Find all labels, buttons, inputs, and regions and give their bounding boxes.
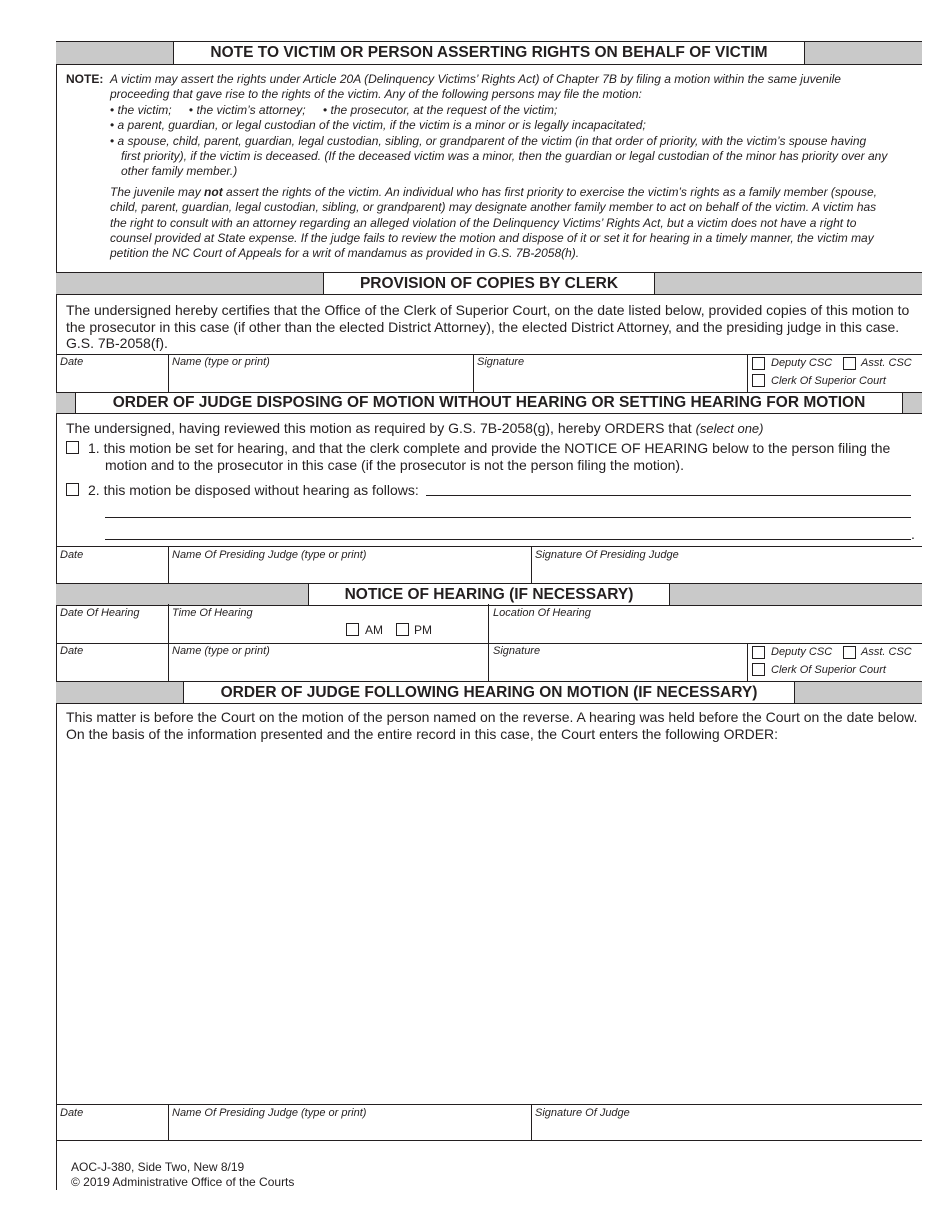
- copies-text-l3: G.S. 7B-2058(f).: [66, 335, 168, 351]
- divider: [168, 546, 169, 583]
- copyright: © 2019 Administrative Office of the Courts: [71, 1175, 295, 1189]
- deputy-csc-checkbox[interactable]: [752, 357, 765, 370]
- copies-date-label: Date: [60, 356, 84, 368]
- order-following-l1: This matter is before the Court on the motion of the person named on the reverse. A hearing was held before the Court on the date below.: [66, 709, 918, 725]
- bullet-spouse-l3: other family member.): [121, 164, 238, 179]
- divider: [56, 643, 922, 644]
- divider: [747, 643, 748, 682]
- order-following-text: [66, 709, 922, 742]
- select-one-label: (select one): [695, 421, 764, 436]
- am-checkbox[interactable]: [346, 623, 359, 636]
- bullet-row-3: • a spouse, child, parent, guardian, legal custodian, sibling, or grandparent of the victim (in that order of priority, with the victim’s spouse having: [110, 133, 867, 148]
- notice-deputy-csc-label: Deputy CSC: [771, 646, 833, 658]
- divider: [56, 1140, 922, 1141]
- order-intro-text: The undersigned, having reviewed this motion as required by G.S. 7B-2058(g), hereby ORDERS that: [66, 420, 692, 436]
- option1-line1: 1. this motion be set for hearing, and that the clerk complete and provide the NOTICE OF HEARING below to the person filing the: [88, 440, 891, 456]
- set-for-hearing-checkbox[interactable]: [66, 441, 79, 454]
- deputy-csc-label: Deputy CSC: [771, 357, 833, 369]
- notice-signature-field[interactable]: Signature: [493, 645, 541, 657]
- para-l1-post: assert the rights of the victim. An individual who has first priority to exercise the victim’s rights as a family member (spouse,: [222, 184, 877, 199]
- order-without-hearing-title: ORDER OF JUDGE DISPOSING OF MOTION WITHOUT HEARING OR SETTING HEARING FOR MOTION: [75, 392, 903, 414]
- ofh-judge-name-field[interactable]: Name Of Presiding Judge (type or print): [172, 1107, 367, 1119]
- notice-date-label: Date: [60, 645, 84, 657]
- bullet-spouse-l2: first priority), if the victim is deceased. (If the deceased victim was a minor, then the guardian or legal custodian of the minor has priority over any: [121, 149, 888, 164]
- para-l1-bold: not: [204, 184, 223, 199]
- bullet-prosecutor: the prosecutor, at the request of the victim;: [330, 102, 558, 117]
- divider: [168, 354, 169, 393]
- copies-text-l2: the prosecutor in this case (if other than the elected District Attorney), the elected District Attorney, and the presiding judge in this case.: [66, 318, 900, 335]
- notice-section-title: NOTICE OF HEARING (IF NECESSARY): [308, 583, 670, 606]
- divider: [56, 1104, 922, 1105]
- asst-csc-checkbox[interactable]: [843, 357, 856, 370]
- para-line-3: the right to consult with an attorney regarding an alleged violation of the Delinquency Victims’ Rights Act, but a victim does not have a right to: [110, 215, 857, 230]
- footer: [71, 1160, 294, 1190]
- order-following-l2: On the basis of the information presented and the entire record in this case, the Court enters the following ORDER:: [66, 725, 779, 742]
- owh-judge-name-field[interactable]: Name Of Presiding Judge (type or print): [172, 549, 367, 561]
- para-l1-pre: The juvenile may: [110, 184, 205, 199]
- order-following-hearing-title: ORDER OF JUDGE FOLLOWING HEARING ON MOTION (IF NECESSARY): [183, 681, 795, 704]
- copies-section-header: [56, 272, 922, 295]
- notice-asst-csc-label: Asst. CSC: [861, 646, 912, 658]
- para-line-4: counsel provided at State expense. If the judge fails to review the motion and dispose of it or set it for hearing in a timely manner, the victim may: [110, 231, 874, 246]
- note-intro-2: proceeding that gave rise to the rights of the victim. Any of the following persons may file the motion:: [110, 87, 642, 102]
- notice-section-header: [56, 583, 922, 606]
- copies-text: [66, 302, 916, 352]
- location-of-hearing-label[interactable]: Location Of Hearing: [493, 607, 591, 619]
- copies-signature-field[interactable]: Signature: [477, 356, 525, 368]
- clerk-superior-label: Clerk Of Superior Court: [771, 375, 886, 387]
- dispose-line-3[interactable]: [105, 539, 911, 540]
- order-without-hearing-header: [56, 392, 922, 414]
- copies-text-l1: The undersigned hereby certifies that the Office of the Clerk of Superior Court, on the date listed below, provided copies of this motion to: [66, 302, 910, 318]
- dispose-period: .: [911, 526, 915, 542]
- form-id: AOC-J-380, Side Two, New 8/19: [71, 1160, 245, 1174]
- asst-csc-label: Asst. CSC: [861, 357, 912, 369]
- dispose-without-hearing-checkbox[interactable]: [66, 483, 79, 496]
- divider: [747, 354, 748, 393]
- dispose-line-2[interactable]: [105, 517, 911, 518]
- notice-deputy-csc-checkbox[interactable]: [752, 646, 765, 659]
- divider: [168, 1104, 169, 1140]
- bullet-row-2: • a parent, guardian, or legal custodian of the victim, if the victim is a minor or is legally incapacitated;: [110, 118, 646, 133]
- dispose-line-1[interactable]: [426, 495, 911, 496]
- owh-judge-signature-field[interactable]: Signature Of Presiding Judge: [535, 549, 679, 561]
- am-label: AM: [365, 623, 383, 637]
- divider: [473, 354, 474, 393]
- option2-label: 2. this motion be disposed without hearing as follows:: [88, 482, 419, 498]
- note-intro: A victim may assert the rights under Article 20A (Delinquency Victims’ Rights Act) of Chapter 7B by filing a motion within the same juvenile: [110, 72, 841, 86]
- notice-clerk-superior-checkbox[interactable]: [752, 663, 765, 676]
- pm-label: PM: [414, 623, 432, 637]
- owh-date-label: Date: [60, 549, 84, 561]
- para-line-5: petition the NC Court of Appeals for a writ of mandamus as provided in G.S. 7B-2058(h).: [110, 246, 580, 261]
- note-label: NOTE:: [66, 72, 104, 86]
- note-block: [66, 72, 922, 262]
- divider: [56, 546, 922, 547]
- notice-clerk-superior-label: Clerk Of Superior Court: [771, 664, 886, 676]
- divider: [531, 1104, 532, 1140]
- time-of-hearing-label[interactable]: Time Of Hearing: [172, 607, 253, 619]
- para-line-1: [110, 185, 922, 200]
- ofh-date-label: Date: [60, 1107, 84, 1119]
- clerk-superior-checkbox[interactable]: [752, 374, 765, 387]
- date-of-hearing-label[interactable]: Date Of Hearing: [60, 607, 140, 619]
- divider: [56, 354, 922, 355]
- order-body-area[interactable]: [60, 745, 918, 1100]
- order-following-hearing-header: [56, 681, 922, 704]
- bullet-attorney: the victim’s attorney;: [196, 102, 306, 117]
- divider: [531, 546, 532, 583]
- copies-name-field[interactable]: Name (type or print): [172, 356, 270, 368]
- para-line-2: child, parent, guardian, legal custodian, sibling, or grandparent) may designate another family member to act on behalf of the victim. A victim has: [110, 200, 877, 215]
- ofh-judge-signature-field[interactable]: Signature Of Judge: [535, 1107, 630, 1119]
- bullet-victim: the victim;: [117, 102, 172, 117]
- copies-section-title: PROVISION OF COPIES BY CLERK: [323, 272, 655, 295]
- bullet-row-1: • the victim; • the victim’s attorney; • the prosecutor, at the request of the victim;: [110, 102, 558, 117]
- notice-name-field[interactable]: Name (type or print): [172, 645, 270, 657]
- bullet-parent: a parent, guardian, or legal custodian of the victim, if the victim is a minor or is legally incapacitated;: [117, 118, 646, 133]
- note-section-header: [56, 41, 922, 65]
- option1-line2: motion and to the prosecutor in this case (if the prosecutor is not the person filing the motion).: [105, 457, 684, 473]
- bullet-spouse-l1: a spouse, child, parent, guardian, legal custodian, sibling, or grandparent of the victim (in that order of priority, with the victim’s spouse having: [117, 133, 867, 148]
- note-section-title: NOTE TO VICTIM OR PERSON ASSERTING RIGHTS ON BEHALF OF VICTIM: [173, 41, 805, 65]
- pm-checkbox[interactable]: [396, 623, 409, 636]
- notice-asst-csc-checkbox[interactable]: [843, 646, 856, 659]
- order-intro: [66, 420, 763, 438]
